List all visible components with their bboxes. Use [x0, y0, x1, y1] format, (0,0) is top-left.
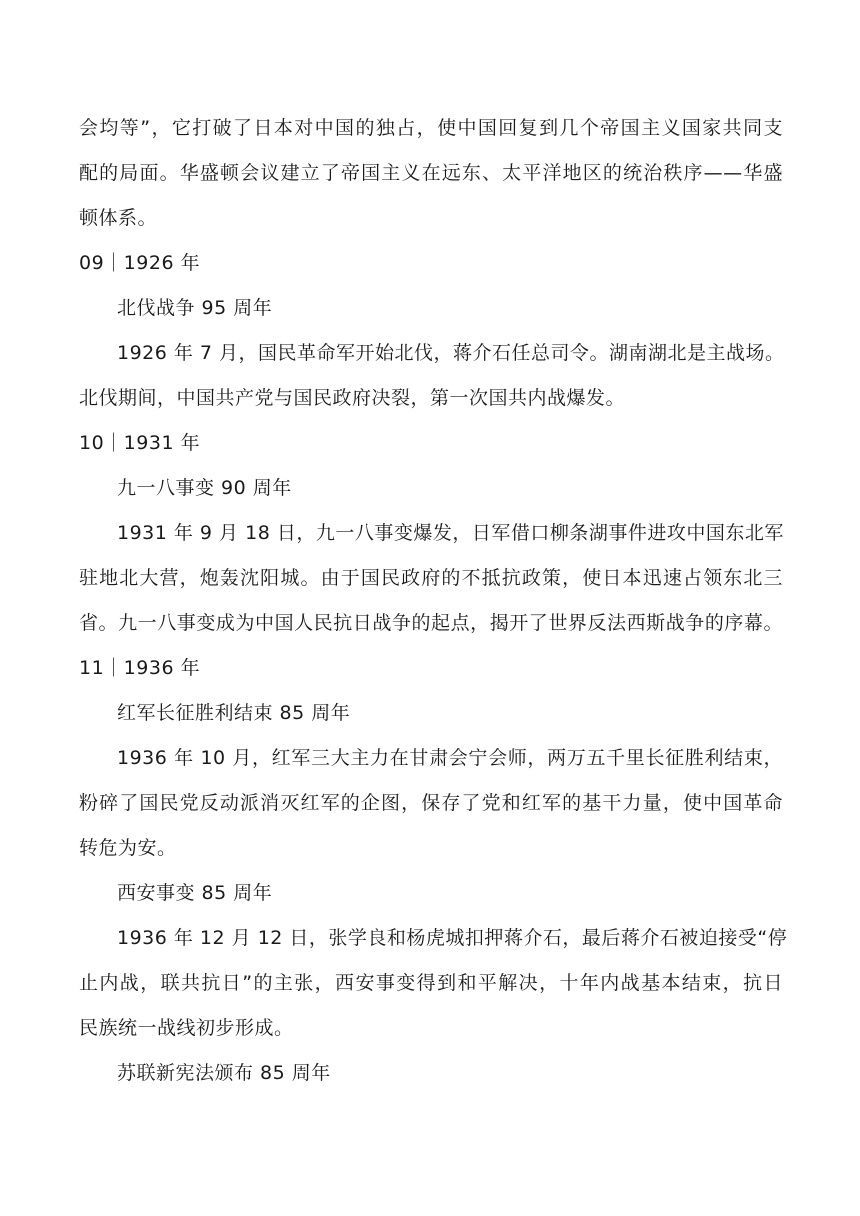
paragraph-line: 顿体系。 — [79, 207, 158, 229]
paragraph-line: 1926 年 7 月，国民革命军开始北伐，蒋介石任总司令。湖南湖北是主战场。 — [117, 342, 785, 364]
anniversary-title: 九一八事变 90 周年 — [117, 477, 292, 499]
anniversary-title: 苏联新宪法颁布 85 周年 — [117, 1062, 331, 1084]
paragraph-line: 1936 年 10 月，红军三大主力在甘肃会宁会师，两万五千里长征胜利结束， — [117, 747, 783, 769]
paragraph-line: 粉碎了国民党反动派消灭红军的企图，保存了党和红军的基干力量，使中国革命 — [79, 792, 783, 814]
paragraph-line: 止内战，联共抗日”的主张，西安事变得到和平解决，十年内战基本结束，抗日 — [79, 972, 783, 994]
section-year-heading: 09｜1926 年 — [79, 252, 201, 274]
paragraph-line: 北伐期间，中国共产党与国民政府决裂，第一次国共内战爆发。 — [79, 387, 626, 409]
paragraph-line: 驻地北大营，炮轰沈阳城。由于国民政府的不抵抗政策，使日本迅速占领东北三 — [79, 567, 783, 589]
section-year-heading: 10｜1931 年 — [79, 432, 201, 454]
document-page — [79, 106, 788, 1096]
paragraph-line: 1931 年 9 月 18 日，九一八事变爆发，日军借口柳条湖事件进攻中国东北军 — [117, 522, 784, 544]
anniversary-title: 北伐战争 95 周年 — [117, 297, 273, 319]
paragraph-line: 转危为安。 — [79, 837, 177, 859]
section-year-heading: 11｜1936 年 — [79, 657, 201, 679]
paragraph-line: 配的局面。华盛顿会议建立了帝国主义在远东、太平洋地区的统治秩序——华盛 — [79, 162, 783, 184]
paragraph-line: 会均等”，它打破了日本对中国的独占，使中国回复到几个帝国主义国家共同支 — [79, 117, 783, 139]
paragraph-line: 民族统一战线初步形成。 — [79, 1017, 294, 1039]
paragraph-line: 省。九一八事变成为中国人民抗日战争的起点，揭开了世界反法西斯战争的序幕。 — [79, 612, 783, 634]
anniversary-title: 红军长征胜利结束 85 周年 — [117, 702, 351, 724]
anniversary-title: 西安事变 85 周年 — [117, 882, 273, 904]
paragraph-line: 1936 年 12 月 12 日，张学良和杨虎城扣押蒋介石，最后蒋介石被迫接受“停 — [117, 927, 788, 949]
